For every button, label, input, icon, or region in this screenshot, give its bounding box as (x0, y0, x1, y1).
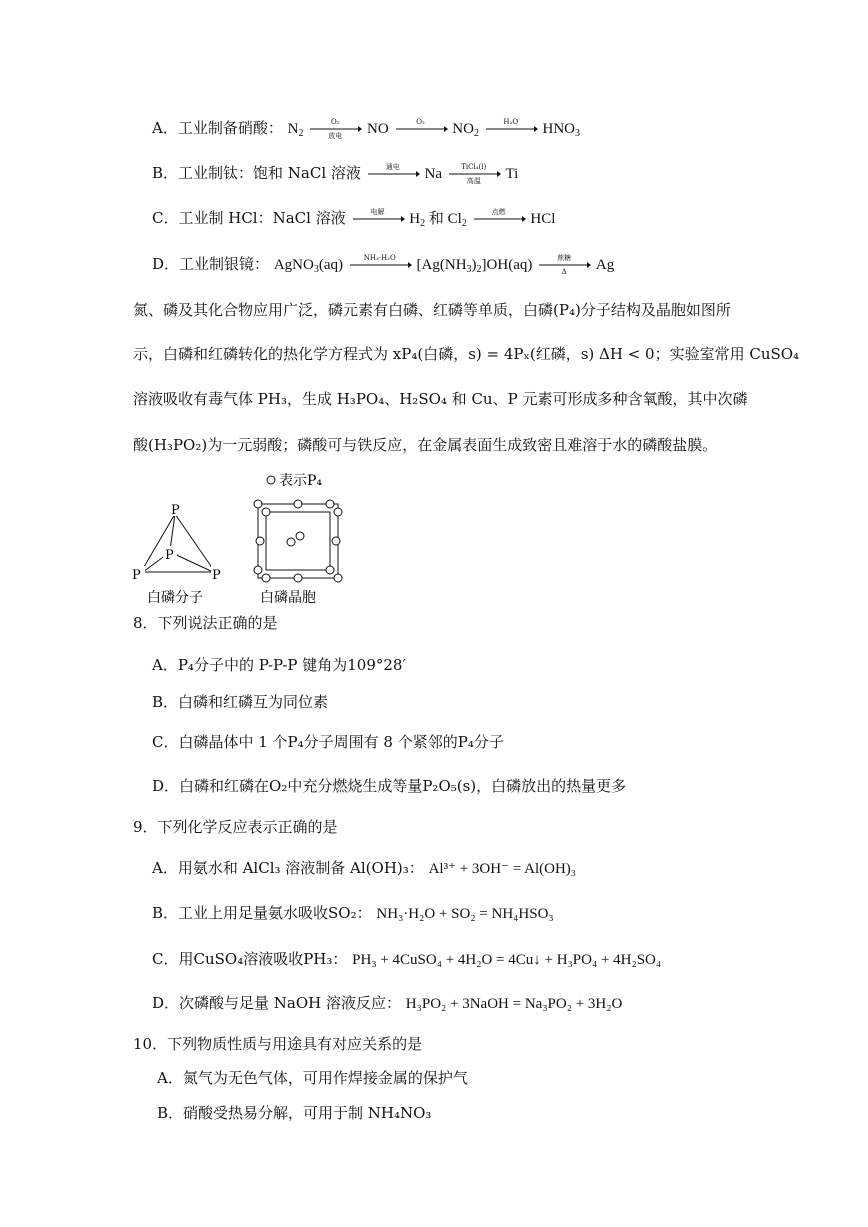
arrow-a3-condition-top: H₂O (503, 118, 519, 126)
reaction-arrow-b2 (447, 164, 501, 184)
arrow-a1-condition-bottom: 放电 (328, 132, 343, 140)
phosphorus-figure (125, 468, 365, 608)
reaction-arrow-a2 (394, 119, 448, 139)
option-c (152, 208, 555, 229)
arrow-d2-condition-top: 蔗糖 (557, 254, 572, 262)
atom-p-left: P (132, 568, 141, 583)
reaction-arrow-b1 (366, 164, 420, 184)
option-b-desc: 工业制钛：饱和 NaCl 溶液 (178, 164, 361, 182)
arrow-a2-condition-top: O₂ (416, 118, 425, 126)
option-d (152, 254, 614, 275)
q9-option-a-equation: Al³⁺ + 3OH⁻ = Al(OH)₃ (428, 861, 577, 877)
arrow-d2-condition-bottom: Δ (561, 268, 567, 276)
q10-option-b: B．硝酸受热易分解，可用于制 NH₄NO₃ (157, 1104, 432, 1122)
unit-cell-caption: 白磷晶胞 (260, 590, 316, 606)
atom-p-center: P (165, 548, 174, 563)
option-c-desc: 工业制 HCl：NaCl 溶液 (178, 209, 346, 227)
q9-option-c-text: C．用CuSO₄溶液吸收PH₃： (152, 950, 348, 968)
reaction-arrow-a1 (308, 119, 362, 139)
q10-option-a: A．氮气为无色气体，可用作焊接金属的保护气 (157, 1069, 468, 1087)
arrow-d1-condition-top: NH₃·H₂O (363, 254, 396, 262)
q9-stem: 9．下列化学反应表示正确的是 (133, 818, 338, 836)
q8-stem: 8．下列说法正确的是 (133, 614, 278, 632)
arrow-a1-condition-top: O₂ (330, 118, 340, 126)
reaction-arrow-c1 (351, 209, 405, 229)
intro-line-3: 溶液吸收有毒气体 PH₃，生成 H₃PO₄、H₂SO₄ 和 Cu、P 元素可形成多种含氧酸，其中次磷 (133, 390, 748, 408)
reaction-arrow-a3 (484, 119, 538, 139)
q10-stem: 10．下列物质性质与用途具有对应关系的是 (133, 1035, 423, 1053)
option-d-label: D． (152, 255, 180, 273)
atom-p-right: P (212, 568, 221, 583)
legend-p4-circle (267, 476, 275, 484)
option-b-label: B． (152, 164, 179, 182)
arrow-b2-condition-top: TiCl₄(l) (461, 163, 487, 171)
intro-line-2: 示，白磷和红磷转化的热化学方程式为 xP₄(白磷，s) = 4Pₓ(红磷，s) ΔH < 0；实验室常用 CuSO₄ (133, 345, 800, 363)
intro-line-1: 氮、磷及其化合物应用广泛，磷元素有白磷、红磷等单质，白磷(P₄)分子结构及晶胞如图所 (133, 301, 731, 319)
reaction-arrow-d2 (537, 255, 591, 275)
q9-option-d (152, 993, 622, 1014)
q8-option-b: B．白磷和红磷互为同位素 (152, 693, 329, 711)
q8-option-a: A．P₄分子中的 P-P-P 键角为109°28′ (152, 656, 406, 674)
option-c-label: C． (152, 209, 179, 227)
arrow-c1-condition-top: 电解 (370, 208, 385, 216)
q8-option-d: D．白磷和红磷在O₂中充分燃烧生成等量P₂O₅(s)，白磷放出的热量更多 (152, 777, 627, 795)
option-a (152, 118, 580, 139)
h2-cl2-formula: $H_2$ 和 $Cl_2$ (409, 211, 467, 229)
arrow-b2-condition-bottom: 高温 (466, 177, 481, 185)
agno3-formula: AgNO$_3$(aq) (273, 257, 343, 275)
intro-line-4: 酸(H₃PO₂)为一元弱酸；磷酸可与铁反应，在金属表面生成致密且难溶于水的磷酸盐膜。 (133, 436, 718, 454)
q9-option-b-equation: NH₃·H₂O + SO₂ = NH₄HSO₃ (376, 906, 554, 922)
molecule-caption: 白磷分子 (147, 590, 203, 606)
reaction-arrow-c2 (472, 209, 526, 229)
option-d-desc: 工业制银镜： (179, 255, 270, 273)
q9-option-c-equation: PH₃ + 4CuSO₄ + 4H₂O = 4Cu↓ + H₃PO₄ + 4H₂SO₄ (352, 952, 662, 968)
q9-option-c (152, 949, 661, 970)
option-a-text: A． (152, 119, 178, 137)
arrow-b1-condition-top: 通电 (385, 163, 400, 171)
no2-formula: $NO_2$ (452, 121, 479, 139)
hcl-formula: HCl (530, 211, 556, 227)
na-formula: Na (424, 166, 442, 182)
ag-formula: Ag (595, 257, 615, 273)
q9-option-a-text: A．用氨水和 AlCl₃ 溶液制备 Al(OH)₃： (152, 859, 424, 877)
ti-formula: Ti (505, 166, 519, 182)
q9-option-d-equation: H₃PO₂ + 3NaOH = Na₃PO₂ + 3H₂O (405, 996, 623, 1012)
q9-option-d-text: D．次磷酸与足量 NaOH 溶液反应： (152, 994, 402, 1012)
arrow-c2-condition-top: 点燃 (491, 208, 506, 216)
q9-option-a (152, 858, 576, 879)
atom-p-top: P (171, 503, 180, 518)
white-phosphorus-molecule (131, 502, 225, 583)
q9-option-b-text: B．工业上用足量氨水吸收SO₂： (152, 904, 372, 922)
n2-formula: $N_2$ (287, 121, 304, 139)
option-a-desc: 工业制备硝酸： (177, 119, 283, 137)
option-b (152, 163, 518, 184)
reaction-arrow-d1 (348, 255, 412, 275)
legend-p4-label: 表示P₄ (279, 473, 323, 489)
silver-ammonia-formula: $[Ag(NH_3)_2]OH(aq)$ (416, 257, 533, 275)
hno3-formula: $HNO_3$ (542, 121, 581, 139)
q8-option-c: C．白磷晶体中 1 个P₄分子周围有 8 个紧邻的P₄分子 (152, 733, 504, 751)
no-formula: NO (367, 121, 389, 137)
white-phosphorus-unit-cell (254, 472, 342, 582)
q9-option-b (152, 903, 554, 924)
